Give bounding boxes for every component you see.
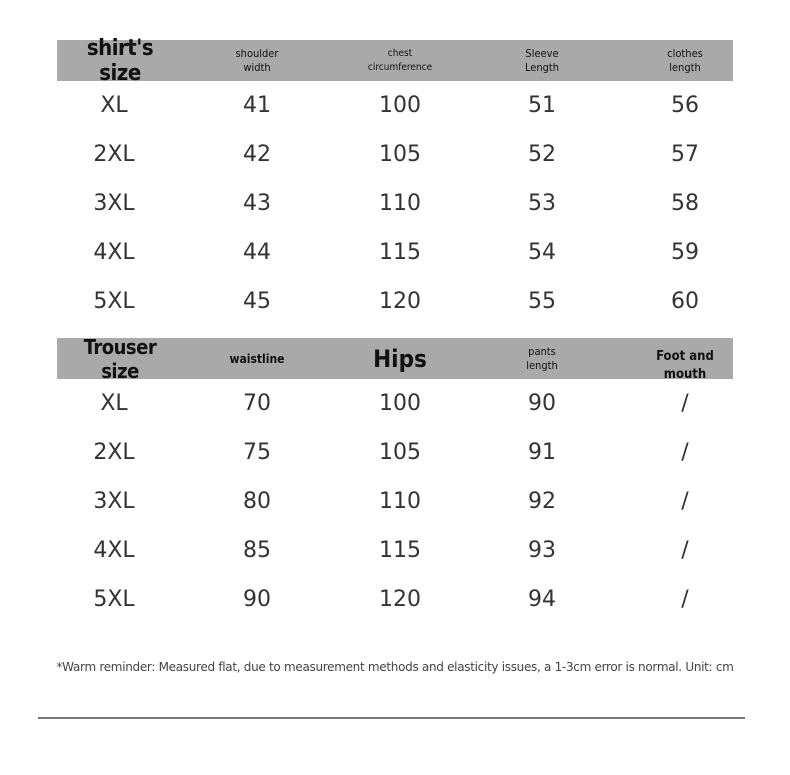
value-cell: 41 (243, 93, 271, 118)
value-cell: 42 (243, 142, 271, 167)
size-cell: 4XL (93, 240, 135, 265)
value-cell: 54 (528, 240, 556, 265)
header-pants-length (485, 338, 599, 379)
size-cell: 3XL (93, 191, 135, 216)
header-line: chest (387, 47, 413, 59)
value-cell: 56 (671, 93, 699, 118)
shirt-size-table (57, 35, 733, 326)
value-cell: / (681, 391, 689, 416)
header-clothes-length (628, 40, 742, 81)
table-row (57, 379, 733, 428)
value-cell: / (681, 538, 689, 563)
value-cell: 94 (528, 587, 556, 612)
value-cell: 75 (243, 440, 271, 465)
header-line: width (243, 60, 271, 74)
trouser-size-table (57, 334, 733, 624)
table-row (57, 179, 733, 228)
value-cell: 80 (243, 489, 271, 514)
value-cell: 115 (379, 240, 421, 265)
value-cell: 105 (379, 142, 421, 167)
header-shoulder-width (200, 40, 314, 81)
header-sleeve-length (485, 40, 599, 81)
value-cell: 44 (243, 240, 271, 265)
value-cell: 90 (528, 391, 556, 416)
value-cell: 100 (379, 93, 421, 118)
header-line: length (669, 60, 701, 74)
value-cell: 120 (379, 587, 421, 612)
value-cell: 105 (379, 440, 421, 465)
shirt-table-body (57, 81, 733, 326)
value-cell: 57 (671, 142, 699, 167)
warm-reminder-note: *Warm reminder: Measured flat, due to measurement methods and elasticity issues, a 1-3cm error is normal. Unit: cm (56, 660, 734, 674)
size-cell: 5XL (93, 289, 135, 314)
header-foot-and-mouth (628, 338, 742, 382)
value-cell: 52 (528, 142, 556, 167)
header-line: Length (524, 60, 560, 74)
header-line: Foot and (656, 348, 714, 364)
size-cell: 3XL (93, 489, 135, 514)
size-cell: 2XL (93, 440, 135, 465)
value-cell: 85 (243, 538, 271, 563)
value-cell: 51 (528, 93, 556, 118)
header-hips: Hips (373, 344, 427, 373)
table-row (57, 130, 733, 179)
value-cell: 60 (671, 289, 699, 314)
value-cell: / (681, 489, 689, 514)
header-line: shoulder (235, 46, 279, 60)
value-cell: 91 (528, 440, 556, 465)
value-cell: 115 (379, 538, 421, 563)
value-cell: 55 (528, 289, 556, 314)
shirt-size-title: shirt's size (86, 35, 154, 86)
header-line: length (526, 358, 558, 372)
value-cell: / (681, 587, 689, 612)
value-cell: 43 (243, 191, 271, 216)
value-cell: 90 (243, 587, 271, 612)
header-line: Sleeve (525, 46, 559, 60)
table-row (57, 575, 733, 624)
value-cell: 59 (671, 240, 699, 265)
bottom-divider (38, 717, 745, 719)
table-row (57, 477, 733, 526)
table-row (57, 81, 733, 130)
header-line: pants (528, 344, 556, 358)
value-cell: 92 (528, 489, 556, 514)
header-chest-circumference (343, 40, 457, 81)
value-cell: 120 (379, 289, 421, 314)
table-row (57, 277, 733, 326)
size-cell: XL (100, 93, 128, 118)
trouser-table-body (57, 379, 733, 624)
value-cell: 58 (671, 191, 699, 216)
value-cell: / (681, 440, 689, 465)
value-cell: 45 (243, 289, 271, 314)
trouser-size-title: Trouser size (83, 334, 157, 383)
size-cell: 2XL (93, 142, 135, 167)
header-waistline: waistline (229, 351, 285, 366)
size-cell: XL (100, 391, 128, 416)
value-cell: 93 (528, 538, 556, 563)
trouser-table-header (57, 334, 733, 383)
table-row (57, 228, 733, 277)
value-cell: 53 (528, 191, 556, 216)
table-row (57, 428, 733, 477)
header-line: clothes (667, 46, 703, 60)
header-line: mouth (663, 366, 707, 382)
value-cell: 110 (379, 489, 421, 514)
value-cell: 70 (243, 391, 271, 416)
table-row (57, 526, 733, 575)
shirt-table-header (57, 35, 733, 86)
size-cell: 5XL (93, 587, 135, 612)
value-cell: 110 (379, 191, 421, 216)
size-cell: 4XL (93, 538, 135, 563)
header-line: circumference (367, 61, 433, 73)
value-cell: 100 (379, 391, 421, 416)
